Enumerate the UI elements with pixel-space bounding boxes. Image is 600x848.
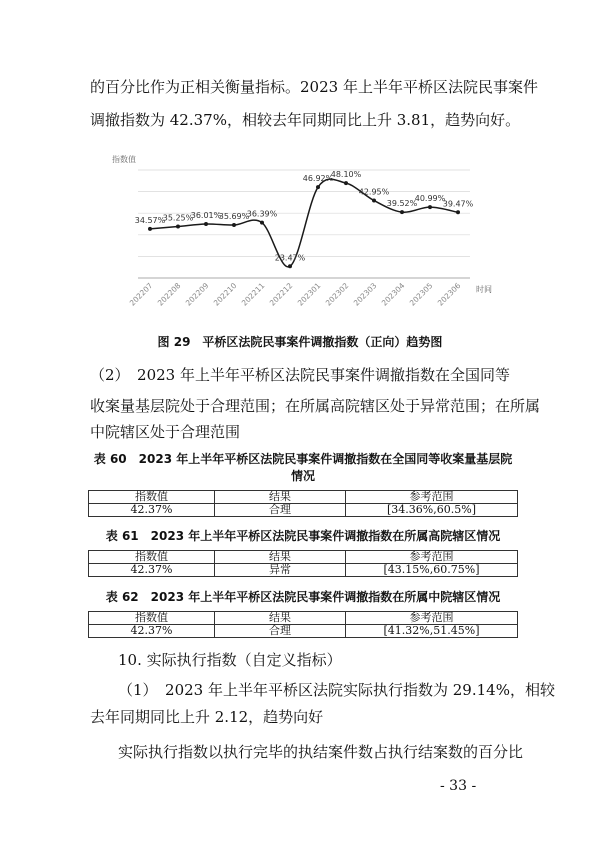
data-label: 36.39% [246,209,278,219]
data-point [428,205,432,209]
data-label: 39.52% [386,199,418,209]
table60 [88,490,518,517]
para3-line-1: （1） 2023 年上半年平桥区法院实际执行指数为 29.14%，相较 [118,681,555,699]
cell-range: [43.15%,60.75%] [346,564,518,577]
table-header-row [89,612,518,625]
page-number: - 33 - [440,778,477,794]
data-point [176,225,180,229]
cell-range: [34.36%,60.5%] [346,504,518,517]
figure-caption: 图 29 平桥区法院民事案件调撤指数（正向）趋势图 [157,335,443,349]
data-point [372,199,376,203]
table61 [88,550,518,577]
cell-value: 42.37% [89,504,215,517]
cell-result: 合理 [215,504,346,517]
section-heading: 10. 实际执行指数（自定义指标） [118,651,342,669]
table60-caption-line-1: 表 60 2023 年上半年平桥区法院民事案件调撤指数在全国同等收案量基层院 [93,452,513,466]
data-label: 34.57% [134,215,166,225]
header-cell-range: 参考范围 [346,612,518,625]
x-tick-label: 202211 [239,281,267,308]
data-point [148,227,152,231]
data-label: 46.92% [302,174,334,184]
data-point [288,264,292,268]
table60-caption-line-2: 情况 [290,469,315,483]
para2-line-3: 中院辖区处于合理范围 [90,423,241,441]
header-cell-range: 参考范围 [346,551,518,564]
table-row [89,564,518,577]
data-label: 35.69% [218,212,250,222]
table-header-row [89,551,518,564]
header-cell-range: 参考范围 [346,491,518,504]
trend-chart [110,150,500,310]
data-point [232,223,236,227]
para2-line-1: （2） 2023 年上半年平桥区法院民事案件调撤指数在全国同等 [90,366,510,384]
data-label: 48.10% [330,170,362,180]
table60-caption [88,451,518,485]
x-tick-label: 202301 [295,281,323,308]
intro-line-1: 的百分比作为正相关衡量指标。2023 年上半年平桥区法院民事案件 [90,78,538,96]
x-tick-label: 202210 [211,281,239,308]
table62-caption-line-1: 表 62 2023 年上半年平桥区法院民事案件调撤指数在所属中院辖区情况 [105,590,501,604]
x-tick-label: 202212 [267,281,295,308]
header-cell-result: 结果 [215,551,346,564]
para3-line-2: 去年同期同比上升 2.12，趋势向好 [90,708,324,726]
para2-line-2: 收案量基层院处于合理范围；在所属高院辖区处于异常范围；在所属 [90,397,541,415]
x-tick-label: 202305 [407,281,435,308]
data-point [344,181,348,185]
data-point [400,210,404,214]
data-label: 40.99% [414,194,446,204]
header-cell-result: 结果 [215,491,346,504]
intro-line-2: 调撤指数为 42.37%，相较去年同期同比上升 3.81，趋势向好。 [90,111,521,129]
table61-caption-line-1: 表 61 2023 年上半年平桥区法院民事案件调撤指数在所属高院辖区情况 [105,529,501,543]
header-cell-value: 指数值 [89,551,215,564]
table-header-row [89,491,518,504]
x-tick-label: 202303 [351,281,379,308]
table-row [89,625,518,638]
data-point [260,221,264,225]
para4-line: 实际执行指数以执行完毕的执结案件数占执行结案数的百分比 [118,743,524,761]
data-label: 23.47% [274,253,306,263]
y-axis-label: 指数值 [112,155,136,164]
data-point [456,210,460,214]
data-label: 36.01% [190,210,222,220]
x-tick-label: 202306 [435,281,463,308]
x-tick-label: 202302 [323,281,351,308]
x-tick-label: 202207 [127,281,155,308]
cell-result: 异常 [215,564,346,577]
table62-caption [88,589,518,606]
cell-result: 合理 [215,625,346,638]
trend-chart-svg [110,150,500,310]
data-label: 39.47% [442,199,474,209]
header-cell-value: 指数值 [89,612,215,625]
x-tick-label: 202208 [155,281,183,308]
table61-caption [88,528,518,545]
cell-range: [41.32%,51.45%] [346,625,518,638]
x-tick-label: 202304 [379,281,407,308]
data-label: 35.25% [162,213,194,223]
data-label: 42.95% [358,187,390,197]
cell-value: 42.37% [89,625,215,638]
x-tick-label: 202209 [183,281,211,308]
table62 [88,611,518,638]
data-point [316,185,320,189]
cell-value: 42.37% [89,564,215,577]
table-row [89,504,518,517]
header-cell-result: 结果 [215,612,346,625]
x-axis-label: 时间 [476,285,492,294]
header-cell-value: 指数值 [89,491,215,504]
data-point [204,222,208,226]
